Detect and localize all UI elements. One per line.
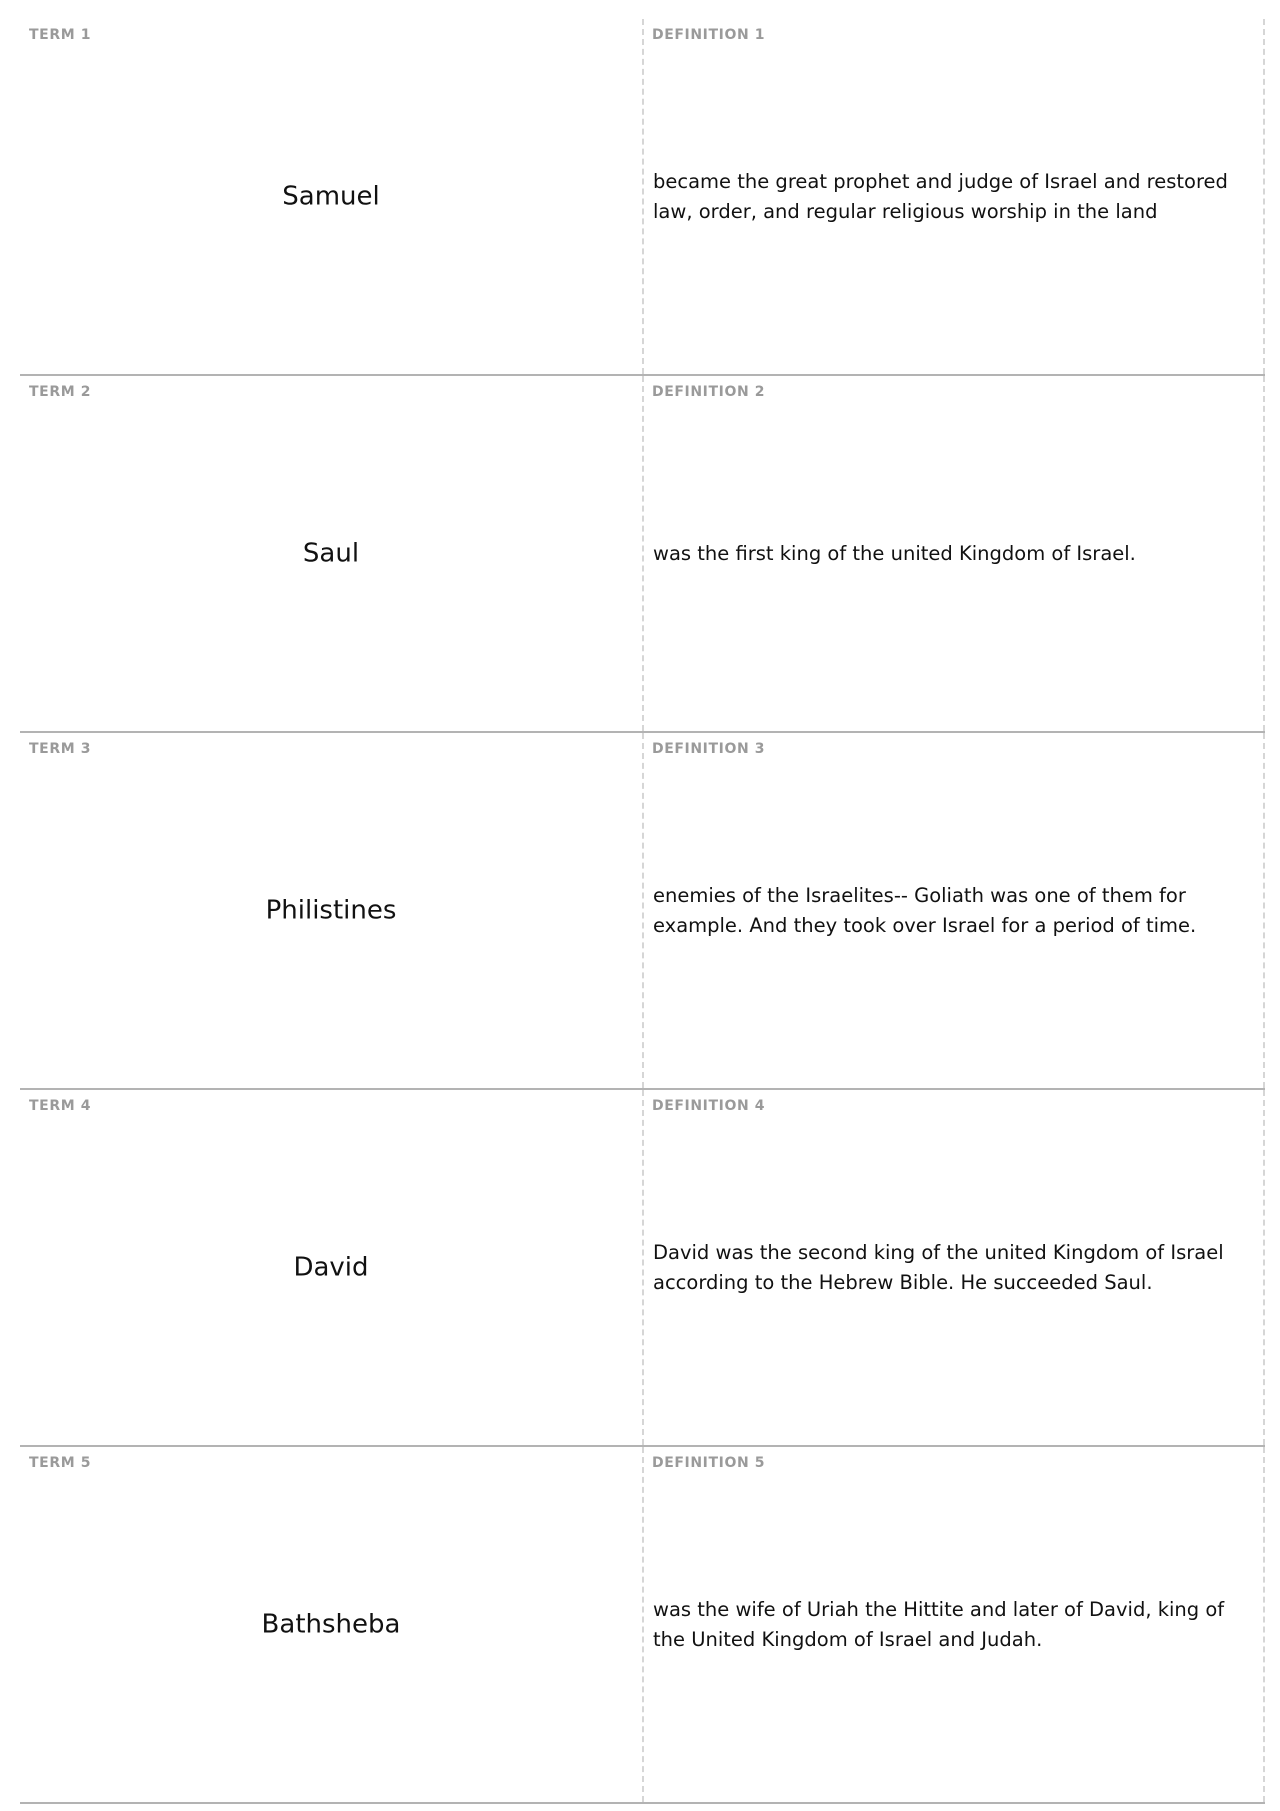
- definition-text: enemies of the Israelites-- Goliath was one of them for example. And they took over Israel for a period of time.: [653, 883, 1197, 937]
- cut-line: [1263, 376, 1265, 731]
- term-label: TERM 1: [29, 27, 92, 43]
- definition-label: DEFINITION 2: [652, 384, 766, 400]
- definition-cell: [643, 19, 1265, 374]
- term-label: TERM 5: [29, 1455, 92, 1471]
- cut-line: [1263, 19, 1265, 374]
- term-text: Samuel: [282, 180, 380, 211]
- flashcard-row: [20, 733, 1265, 1090]
- term-cell: [20, 1447, 642, 1802]
- term-text: Philistines: [265, 894, 397, 925]
- definition-label: DEFINITION 4: [652, 1098, 766, 1114]
- flashcard-row: [20, 1447, 1265, 1804]
- term-text: David: [293, 1251, 369, 1282]
- flashcard-sheet: [20, 19, 1265, 1804]
- definition-text: was the wife of Uriah the Hittite and later of David, king of the United Kingdom of Israel and Judah.: [653, 1597, 1225, 1651]
- definition-cell: [643, 733, 1265, 1088]
- definition-cell: [643, 376, 1265, 731]
- definition-text: became the great prophet and judge of Israel and restored law, order, and regular religious worship in the land: [653, 169, 1228, 223]
- term-text: Saul: [302, 537, 360, 568]
- term-cell: [20, 1090, 642, 1445]
- term-label: TERM 3: [29, 741, 92, 757]
- definition-text: David was the second king of the united Kingdom of Israel according to the Hebrew Bible. He succeeded Saul.: [653, 1240, 1224, 1294]
- flashcard-row: [20, 376, 1265, 733]
- cut-line: [1263, 733, 1265, 1088]
- definition-cell: [643, 1447, 1265, 1802]
- flashcard-row: [20, 1090, 1265, 1447]
- flashcard-row: [20, 19, 1265, 376]
- term-text: Bathsheba: [261, 1608, 401, 1639]
- definition-text: was the first king of the united Kingdom of Israel.: [653, 541, 1136, 565]
- term-cell: [20, 733, 642, 1088]
- cut-line: [1263, 1090, 1265, 1445]
- term-cell: [20, 376, 642, 731]
- cut-line: [1263, 1447, 1265, 1802]
- term-label: TERM 4: [29, 1098, 92, 1114]
- term-label: TERM 2: [29, 384, 92, 400]
- definition-label: DEFINITION 3: [652, 741, 766, 757]
- definition-label: DEFINITION 5: [652, 1455, 766, 1471]
- definition-label: DEFINITION 1: [652, 27, 766, 43]
- term-cell: [20, 19, 642, 374]
- definition-cell: [643, 1090, 1265, 1445]
